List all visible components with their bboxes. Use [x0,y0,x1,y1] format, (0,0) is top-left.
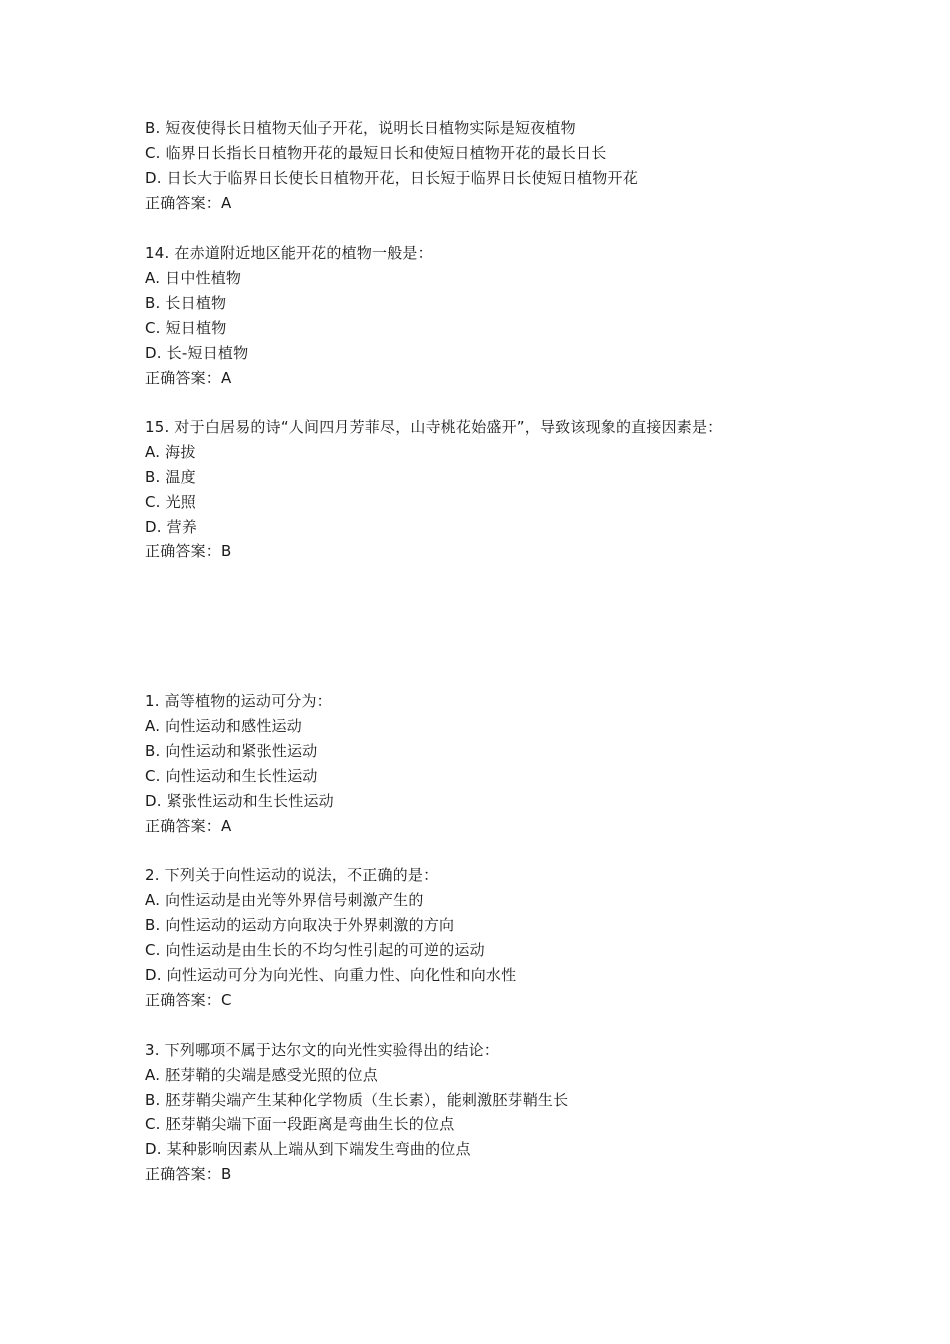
option-a: A. 日中性植物 [145,269,242,287]
option-d: D. 营养 [145,518,198,536]
option-a: A. 海拔 [145,443,196,461]
option-a: A. 向性运动和感性运动 [145,717,302,735]
option-d: D. 某种影响因素从上端从到下端发生弯曲的位点 [145,1140,471,1158]
option-c: C. 短日植物 [145,319,227,337]
option-d: D. 向性运动可分为向光性、向重力性、向化性和向水性 [145,966,517,984]
option-b: B. 胚芽鞘尖端产生某种化学物质（生长素），能刺激胚芽鞘生长 [145,1091,569,1109]
correct-answer: 正确答案：B [145,1165,232,1183]
question-2: 2. 下列关于向性运动的说法，不正确的是： [145,866,439,884]
option-d: D. 紧张性运动和生长性运动 [145,792,334,810]
option-c: C. 临界日长指长日植物开花的最短日长和使短日植物开花的最长日长 [145,144,607,162]
option-b: B. 长日植物 [145,294,227,312]
question-1: 1. 高等植物的运动可分为： [145,692,332,710]
correct-answer: 正确答案：A [145,194,232,212]
correct-answer: 正确答案：B [145,542,232,560]
option-a: A. 胚芽鞘的尖端是感受光照的位点 [145,1066,378,1084]
option-d: D. 长-短日植物 [145,344,249,362]
option-c: C. 向性运动和生长性运动 [145,767,318,785]
option-b: B. 温度 [145,468,196,486]
question-3: 3. 下列哪项不属于达尔文的向光性实验得出的结论： [145,1041,500,1059]
option-c: C. 光照 [145,493,197,511]
option-b: B. 向性运动的运动方向取决于外界刺激的方向 [145,916,455,934]
correct-answer: 正确答案：C [145,991,232,1009]
option-c: C. 向性运动是由生长的不均匀性引起的可逆的运动 [145,941,485,959]
correct-answer: 正确答案：A [145,817,232,835]
option-c: C. 胚芽鞘尖端下面一段距离是弯曲生长的位点 [145,1115,455,1133]
option-b: B. 向性运动和紧张性运动 [145,742,318,760]
question-14: 14. 在赤道附近地区能开花的植物一般是： [145,244,433,262]
question-15: 15. 对于白居易的诗“人间四月芳菲尽，山寺桃花始盛开”，导致该现象的直接因素是： [145,418,723,436]
option-b: B. 短夜使得长日植物天仙子开花，说明长日植物实际是短夜植物 [145,119,576,137]
option-a: A. 向性运动是由光等外界信号刺激产生的 [145,891,424,909]
option-d: D. 日长大于临界日长使长日植物开花，日长短于临界日长使短日植物开花 [145,169,638,187]
correct-answer: 正确答案：A [145,369,232,387]
